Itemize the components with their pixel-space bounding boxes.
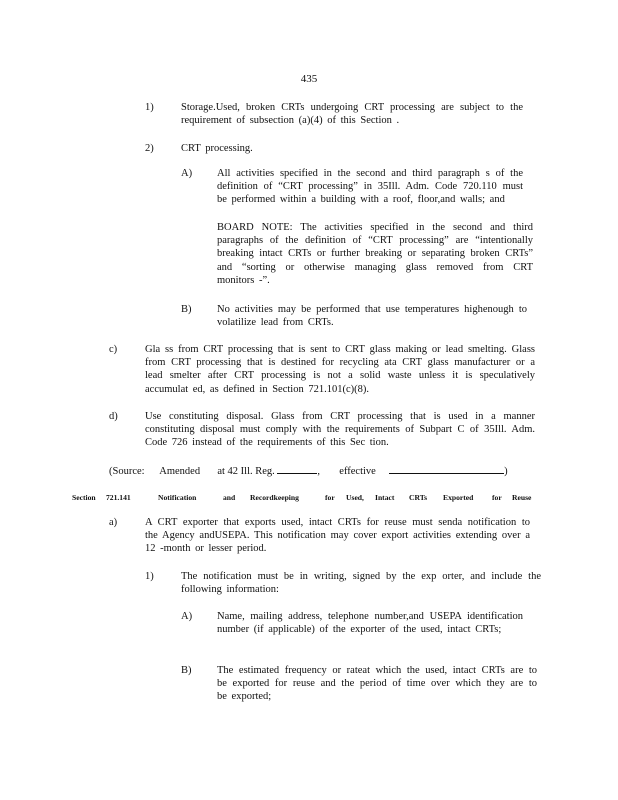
heading-word-8: Exported: [443, 493, 474, 502]
source-comma: ,: [317, 466, 321, 477]
source-effective: effective: [339, 466, 376, 477]
source-at: at 42 Ill. Reg.: [217, 466, 275, 477]
item-text-A: All activities specified in the second and third paragraph s of the definition of “CRT processing” in 35Ill. Adm. Code 720.110 must be performed within a building with a roof, floor,and walls; and: [217, 168, 523, 206]
heading-number: 721.141: [106, 493, 131, 502]
item-text-d: Use constituting disposal. Glass from CRT processing that is used in a manner constituting disposal must comply with the requirements of Subpart C of 35Ill. Adm. Code 726 instead of the requirements of this Sec tion.: [145, 411, 535, 449]
item-label-2: 2): [145, 143, 154, 154]
item-text-aB: The estimated frequency or rateat which the used, intact CRTs are to be exported for reuse and the period of time over which they are to be exported;: [217, 665, 537, 703]
heading-word-10: Reuse: [512, 493, 532, 502]
item-label-a: a): [109, 517, 118, 528]
board-note: BOARD NOTE: The activities specified in the second and third paragraphs of the definition of “CRT processing” are “intentionally breaking intact CRTs or further breaking or separating broken CRTs” and “sorting or otherwise managing glass removed from CRT monitors -”.: [217, 222, 533, 286]
item-label-d: d): [109, 411, 118, 422]
item-text-crt-processing: CRT processing.: [181, 143, 253, 154]
heading-word-6: Intact: [375, 493, 395, 502]
source-reg-blank: [277, 464, 317, 474]
heading-word-9: for: [492, 493, 502, 502]
heading-section: Section: [72, 493, 96, 502]
source-open: (Source:: [109, 466, 145, 477]
heading-word-2: and: [223, 493, 236, 502]
item-label-aA: A): [181, 611, 193, 622]
source-amended: Amended: [159, 466, 201, 477]
item-text-a: A CRT exporter that exports used, intact CRTs for reuse must senda notification to the Agency andUSEPA. This notification may cover export activities extending over a 12 -month or lesser period.: [145, 517, 530, 555]
item-text-a1: The notification must be in writing, signed by the exp orter, and include the following information:: [181, 571, 541, 596]
item-label-B: B): [181, 304, 192, 315]
item-text-aA: Name, mailing address, telephone number,and USEPA identification number (if applicable) of the exporter of the used, intact CRTs;: [217, 611, 523, 636]
item-label-aB: B): [181, 665, 192, 676]
item-label-A: A): [181, 168, 193, 179]
heading-word-5: Used,: [346, 493, 364, 502]
heading-word-7: CRTs: [409, 493, 428, 502]
item-label-1: 1): [145, 102, 154, 113]
source-line: [109, 464, 508, 478]
heading-word-4: for: [325, 493, 335, 502]
source-close: ): [504, 466, 508, 477]
item-label-a1: 1): [145, 571, 154, 582]
item-label-c: c): [109, 344, 118, 355]
heading-word-1: Notification: [158, 493, 197, 502]
item-text-c: Gla ss from CRT processing that is sent to CRT glass making or lead smelting. Glass from CRT processing that is destined for recycling ata CRT glass manufacturer or a lead smelter after CRT processing is not a solid waste unless it is speculatively accumulat ed, as defined in Section 721.101(c)(8).: [145, 344, 535, 395]
page-number: 435: [300, 73, 318, 85]
item-text-B: No activities may be performed that use temperatures highenough to volatilize lead from CRTs.: [217, 304, 527, 329]
source-effective-blank: [389, 464, 504, 474]
item-text-storage: Storage.Used, broken CRTs undergoing CRT processing are subject to the requirement of subsection (a)(4) of this Section .: [181, 102, 523, 127]
heading-word-3: Recordkeeping: [250, 493, 299, 502]
